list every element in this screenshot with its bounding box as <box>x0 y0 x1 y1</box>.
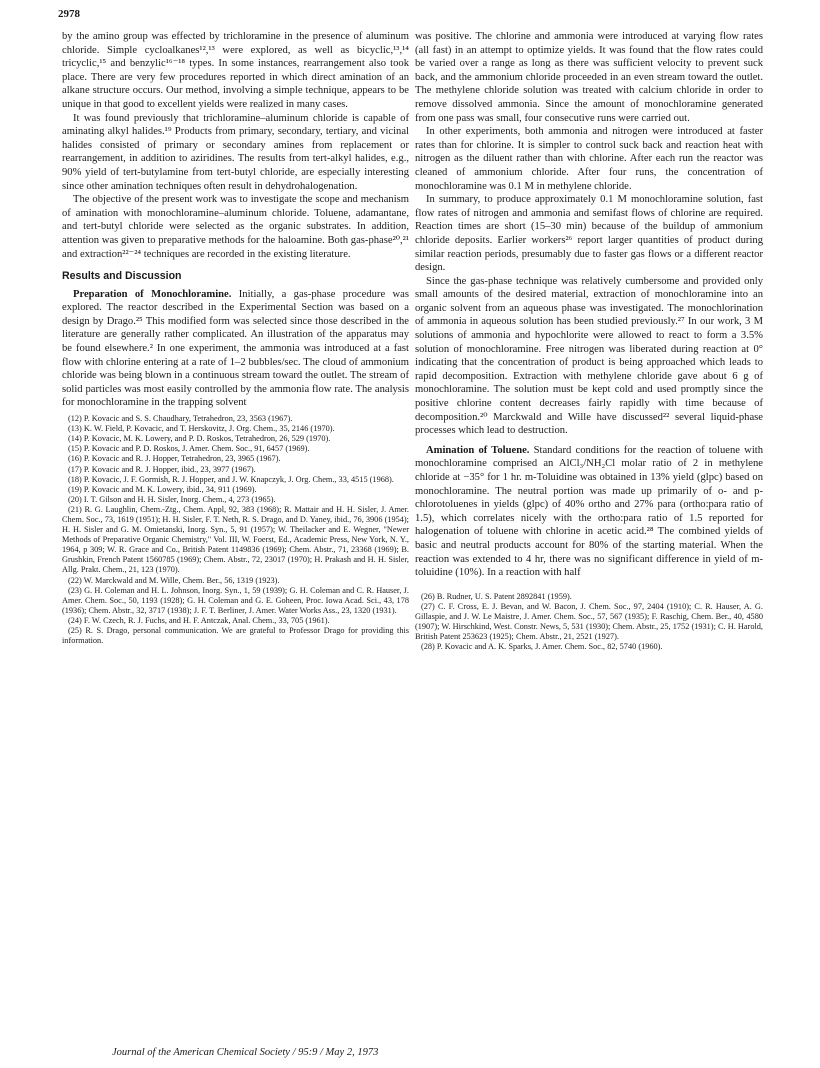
reference-item: (17) P. Kovacic and R. J. Hopper, ibid., 23, 3977 (1967). <box>68 464 256 474</box>
body-paragraph: In summary, to produce approximately 0.1 M monochloramine solution, fast flow rates of nitrogen and ammonia and semifast flows of chlorine are required. Reaction times are short (15–30 min) because of the buildup of ammonium chloride deposits. Earlier workers²⁶ report larger quantities of product during similar reaction periods, presumably due to faster gas flows or a different reactor design. <box>415 194 763 274</box>
reference-item: (22) W. Marckwald and M. Wille, Chem. Ber., 56, 1319 (1923). <box>68 575 280 585</box>
reference-item: (12) P. Kovacic and S. S. Chaudhary, Tetrahedron, 23, 3563 (1967). <box>68 414 293 424</box>
body-paragraph: In other experiments, both ammonia and nitrogen were introduced at faster rates than for chlorine. It is simpler to control suck back and reaction heat with nitrogen as the diluent rather than with chlorine. After each run the reactor was cleaned of ammonium chloride. After four runs, the concentration of monochloramine was 0.1 M in methylene chloride. <box>415 126 763 192</box>
reference-item: (16) P. Kovacic and R. J. Hopper, Tetrahedron, 23, 3965 (1967). <box>68 454 281 464</box>
subsection-text: Standard conditions for the reaction of toluene with monochloramine comprised an AlCl₃/NH₂Cl molar ratio of 2 in methylene chloride at −35° for 1 hr. m-Toluidine was obtained in 13% yield (glpc) based on monochloramine. The neutral portion was made up primarily of o- and p-chlorotoluenes in yields (glpc) of 40% ortho and 27% para (ortho:para ratio of 1.5), which correlates nicely with the ortho:para ratio of 1.5 reported for halogenation of toluene with chlorine in acetic acid.²⁸ The combined yields of basic and neutral products account for 80% of the starting material. When the reaction was extended to 4 hr, there was no significant difference in yield of m-toluidine (10%). In a reaction with half <box>415 444 763 579</box>
subsection-title: Amination of Toluene. <box>426 444 530 456</box>
reference-item: (26) B. Rudner, U. S. Patent 2892841 (1959). <box>421 591 572 601</box>
reference-item: (28) P. Kovacic and A. K. Sparks, J. Amer. Chem. Soc., 82, 5740 (1960). <box>421 642 663 652</box>
page-number: 2978 <box>58 8 80 20</box>
reference-item: (13) K. W. Field, P. Kovacic, and T. Herskovitz, J. Org. Chem., 35, 2146 (1970). <box>68 424 335 434</box>
references-left <box>62 414 409 646</box>
reference-item: (20) I. T. Gilson and H. H. Sisler, Inorg. Chem., 4, 273 (1965). <box>68 494 276 504</box>
body-paragraph: It was found previously that trichloramine–aluminum chloride is capable of aminating alkyl halides.¹⁹ Products from primary, secondary, tertiary, and vicinal halides consisted of primary or secondary amines from replacement or rearrangement, in addition to aziridines. The results from tert-alkyl halides, e.g., 90% yield of tert-butylamine from tert-butyl chloride, are especially interesting since other amination techniques often result in dehydrohalogenation. <box>62 112 409 192</box>
body-paragraph: The objective of the present work was to investigate the scope and mechanism of amination with monochloramine–aluminum chloride. Toluene, adamantane, and tert-butyl chloride were selected as the organic substrates. In addition, attention was given to preparative methods for the haloamine. Both gas-phase²⁰,²¹ and extraction²²⁻²⁴ techniques are recorded in the existing literature. <box>62 194 409 260</box>
reference-item: (14) P. Kovacic, M. K. Lowery, and P. D. Roskos, Tetrahedron, 26, 529 (1970). <box>68 434 331 444</box>
reference-item: (18) P. Kovacic, J. F. Gormish, R. J. Hopper, and J. W. Knapczyk, J. Org. Chem., 33, 4515 (1968). <box>68 474 394 484</box>
reference-item: (25) R. S. Drago, personal communication. We are grateful to Professor Drago for providing this information. <box>62 626 409 646</box>
reference-item: (23) G. H. Coleman and H. L. Johnson, Inorg. Syn., 1, 59 (1939); G. H. Coleman and C. R. Hauser, J. Amer. Chem. Soc., 50, 1193 (1928); G. H. Coleman and G. E. Goheen, Proc. Iowa Acad. Sci., 43, 178 (1936); Chem. Abstr., 32, 3717 (1938); J. F. T. Berliner, J. Amer. Water Works Ass., 23, 1320 (1931). <box>62 585 409 615</box>
right-column <box>415 30 763 652</box>
subsection-title: Preparation of Monochloramine. <box>73 288 232 300</box>
subsection-text: Initially, a gas-phase procedure was explored. The reactor described in the Experimental Section was based on a design by Drago.²⁵ This modified form was selected since those described in the literature are generally rather complicated. An illustration of the apparatus may be found elsewhere.² In one experiment, the ammonia was introduced at a fast flow with chlorine entering at a rate of 1–2 bubbles/sec. The cloud of ammonium chloride was being blown in a continuous stream toward the outlet. The stream of solid particles was most easily controlled by the ammonia flow rate. The analysis for monochloramine in the trapping solvent <box>62 288 409 409</box>
reference-item: (27) C. F. Cross, E. J. Bevan, and W. Bacon, J. Chem. Soc., 97, 2404 (1910); C. R. Hauser, A. G. Gillaspie, and J. W. Le Maistre, J. Amer. Chem. Soc., 57, 567 (1935); F. Raschig, Chem. Ber., 40, 4580 (1907); W. Hirschkind, West. Constr. News, 5, 531 (1930); Chem. Abstr., 25, 1752 (1931); C. H. Harold, British Patent 253623 (1925); Chem. Abstr., 21, 2521 (1927). <box>415 601 763 642</box>
body-paragraph: was positive. The chlorine and ammonia were introduced at varying flow rates (all fast) in an attempt to optimize yields. It was found that the flow rates could be varied over a range as long as there was sufficient velocity to prevent suck back, and the ammonium chloride proceeded in an even stream toward the outlet. The methylene chloride solution was treated with calcium chloride in order to remove dissolved ammonia. Since the amount of monochloramine generated from one pass was small, four consecutive runs were carried out. <box>415 31 763 124</box>
body-paragraph: Since the gas-phase technique was relatively cumbersome and provided only small amounts of the desired material, extraction of monochloramine into an organic solvent from an aqueous phase was investigated. The monochlorination of ammonia in aqueous solution has been studied previously.²⁷ In our work, 3 M solutions of ammonia and hypochlorite were allowed to react to form a 3.5% solution of monochloramine. Free nitrogen was liberated during reaction at 0° indicating that the concentration of product is being approached which leads to rapid decomposition. Extraction with methylene chloride gave about 6 g of monochloramine. The solution must be kept cold and used promptly since the positive chlorine content decreases fairly rapidly with time because of decomposition.²⁰ Marckwald and Wille have discussed²² several liquid-phase processes which lead to destruction. <box>415 275 763 437</box>
subsection-paragraph <box>415 444 763 580</box>
reference-item: (24) F. W. Czech, R. J. Fuchs, and H. F. Antczak, Anal. Chem., 33, 705 (1961). <box>68 615 330 625</box>
body-paragraph: by the amino group was effected by trichloramine in the presence of aluminum chloride. Simple cycloalkanes¹²,¹³ were explored, as well as bicyclic,¹³,¹⁴ tricyclic,¹⁵ and benzylic¹⁶⁻¹⁸ types. In some instances, rearrangement also took place. There are very few procedures reported in which direct amination of an alkane structure occurs. Our method, involving a simple technique, appears to be unique in that good to excellent yields were realized in many cases. <box>62 31 409 110</box>
subsection-paragraph <box>62 288 409 410</box>
reference-item: (15) P. Kovacic and P. D. Roskos, J. Amer. Chem. Soc., 91, 6457 (1969). <box>68 444 310 454</box>
references-right <box>415 592 763 653</box>
reference-item: (21) R. G. Laughlin, Chem.-Ztg., Chem. Appl, 92, 383 (1968); R. Mattair and H. H. Sisler, J. Amer. Chem. Soc., 73, 1619 (1951); H. H. Sisler, F. T. Neth, R. S. Drago, and D. Yaney, ibid., 76, 3906 (1954); H. H. Sisler and G. M. Omietanski, Inorg. Syn., 5, 91 (1957); W. Theilacker and E. Wegner, "Newer Methods of Preparative Organic Chemistry," Vol. III, W. Foerst, Ed., Academic Press, New York, N. Y., 1964, p 309; W. R. Grace and Co., British Patent 1149836 (1969); Chem. Abstr., 71, 23368 (1969); B. Grushkin, French Patent 1560785 (1969); Chem. Abstr., 72, 23017 (1970); H. Prakash and H. H. Sisler, Allg. Prakt. Chem., 21, 123 (1970). <box>62 504 409 575</box>
journal-footer: Journal of the American Chemical Society / 95:9 / May 2, 1973 <box>112 1047 379 1058</box>
reference-item: (19) P. Kovacic and M. K. Lowery, ibid., 34, 911 (1969). <box>68 484 257 494</box>
section-heading: Results and Discussion <box>62 270 182 283</box>
left-column <box>62 30 409 646</box>
